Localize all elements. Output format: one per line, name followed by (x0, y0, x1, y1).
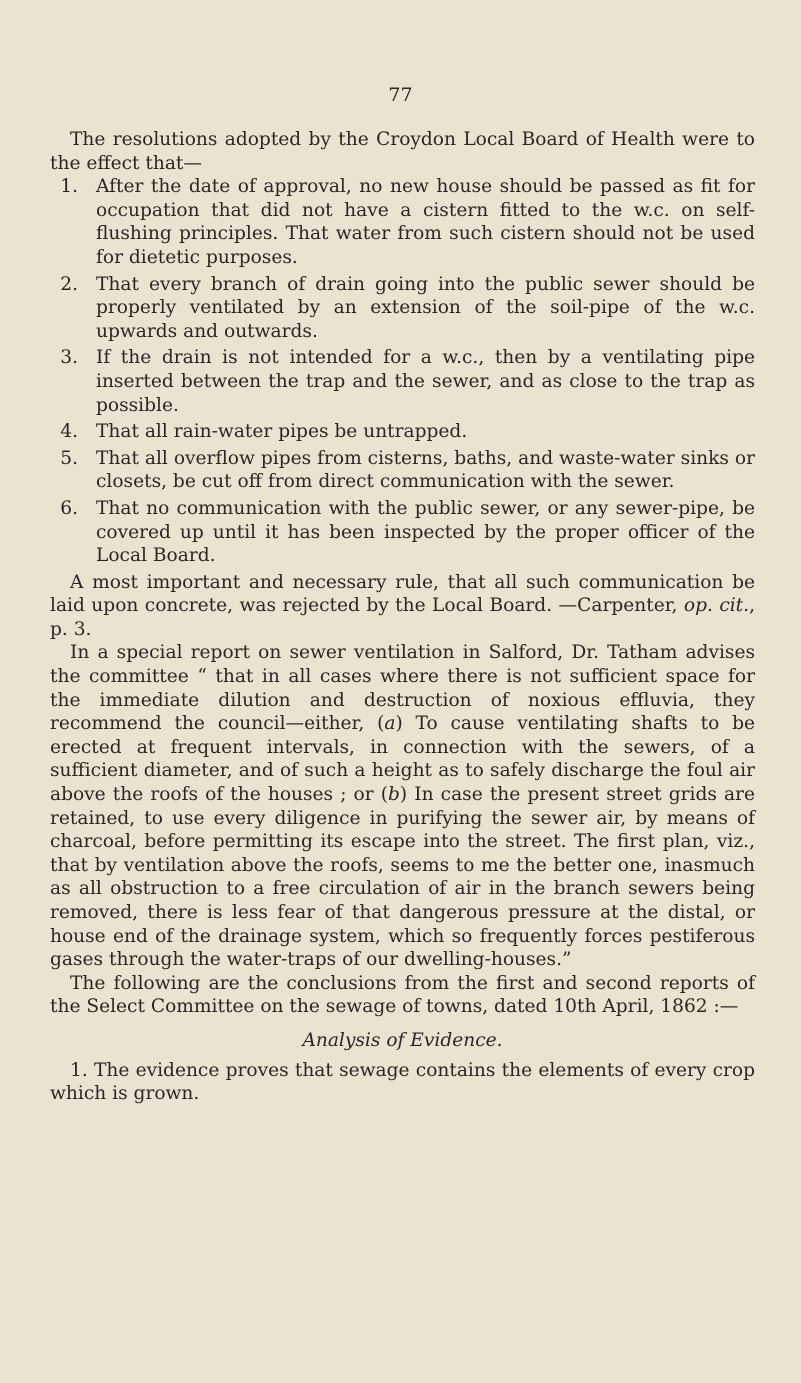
salford-text-2: ) To cause ventilating shafts to be erected at frequent intervals, in connection with the sewers, of a sufficient diameter, and of such a height as to safely discharge the foul air above the roofs of the houses ; or ( (50, 713, 755, 806)
item-number: 5. (60, 447, 78, 469)
salford-text-1: In a special report on sewer ventilation in Salford, Dr. Tatham advises the committee “ that in all cases where there is not sufficient space for the immediate dilution and destruction of noxious effluvia, they recommend the council—either, ( (50, 642, 755, 735)
list-item (50, 175, 755, 269)
evidence-paragraph: 1. The evidence proves that sewage contains the elements of every crop which is grown. (50, 1059, 755, 1105)
analysis-heading: Analysis of Evidence. (302, 1029, 503, 1051)
list-item (50, 273, 755, 344)
intro-paragraph: The resolutions adopted by the Croydon Local Board of Health were to the effect that— (50, 129, 755, 174)
conclusions-intro: The following are the conclusions from the first and second reports of the Select Committee on the sewage of towns, dated 10th April, 1862 :— (50, 972, 755, 1018)
item-number: 1. (60, 176, 78, 198)
resolutions-list (50, 175, 755, 568)
item-number: 2. (60, 273, 78, 295)
salford-text-3: ) In case the present street grids are retained, to use every diligence in purifying the sewer air, by means of charcoal, before permitting its escape into the street. The first plan, viz., that by ventilation above the roofs, seems to me the better one, inasmuch as all obstruction to a free circulation of air in the branch sewers being removed, there is less fear of that dangerous pressure at the distal, or house end of the drainage system, which so frequently forces pestiferous gases through the water-traps of our dwelling-houses.” (50, 784, 755, 971)
item-number: 4. (60, 421, 78, 443)
option-a-letter: a (384, 713, 396, 735)
rule-page-ref: , p. 3. (50, 595, 755, 640)
item-text: If the drain is not intended for a w.c., then by a ventilating pipe inserted between the trap and the sewer, and as close to the trap as possible. (96, 347, 755, 416)
item-text: That all rain-water pipes be untrapped. (96, 421, 468, 443)
rule-text: A most important and necessary rule, that all such communication be laid upon concrete, was rejected by the Local Board. —Carpenter, (50, 571, 755, 617)
option-b-letter: b (388, 784, 400, 806)
page-number: 77 (388, 84, 413, 106)
item-text: That no communication with the public sewer, or any sewer-pipe, be covered up until it has been inspected by the proper officer of the Local Board. (96, 497, 755, 567)
citation-italic: op. cit. (683, 595, 750, 617)
item-text: That every branch of drain going into the public sewer should be properly ventilated by an extension of the soil-pipe of the w.c. upwards and outwards. (96, 273, 755, 342)
list-item (50, 420, 755, 444)
item-text: That all overflow pipes from cisterns, baths, and waste-water sinks or closets, be cut off from direct communication with the sewer. (96, 447, 755, 493)
list-item (50, 497, 755, 568)
list-item (50, 447, 755, 494)
item-text: After the date of approval, no new house should be passed as fit for occupation that did not have a cistern fitted to the w.c. on self-flushing principles. That water from such cistern should not be used for dietetic purposes. (96, 176, 755, 268)
list-item (50, 346, 755, 417)
item-number: 6. (60, 497, 78, 519)
salford-paragraph (50, 641, 755, 971)
rule-paragraph (50, 571, 755, 642)
item-number: 3. (60, 347, 78, 369)
